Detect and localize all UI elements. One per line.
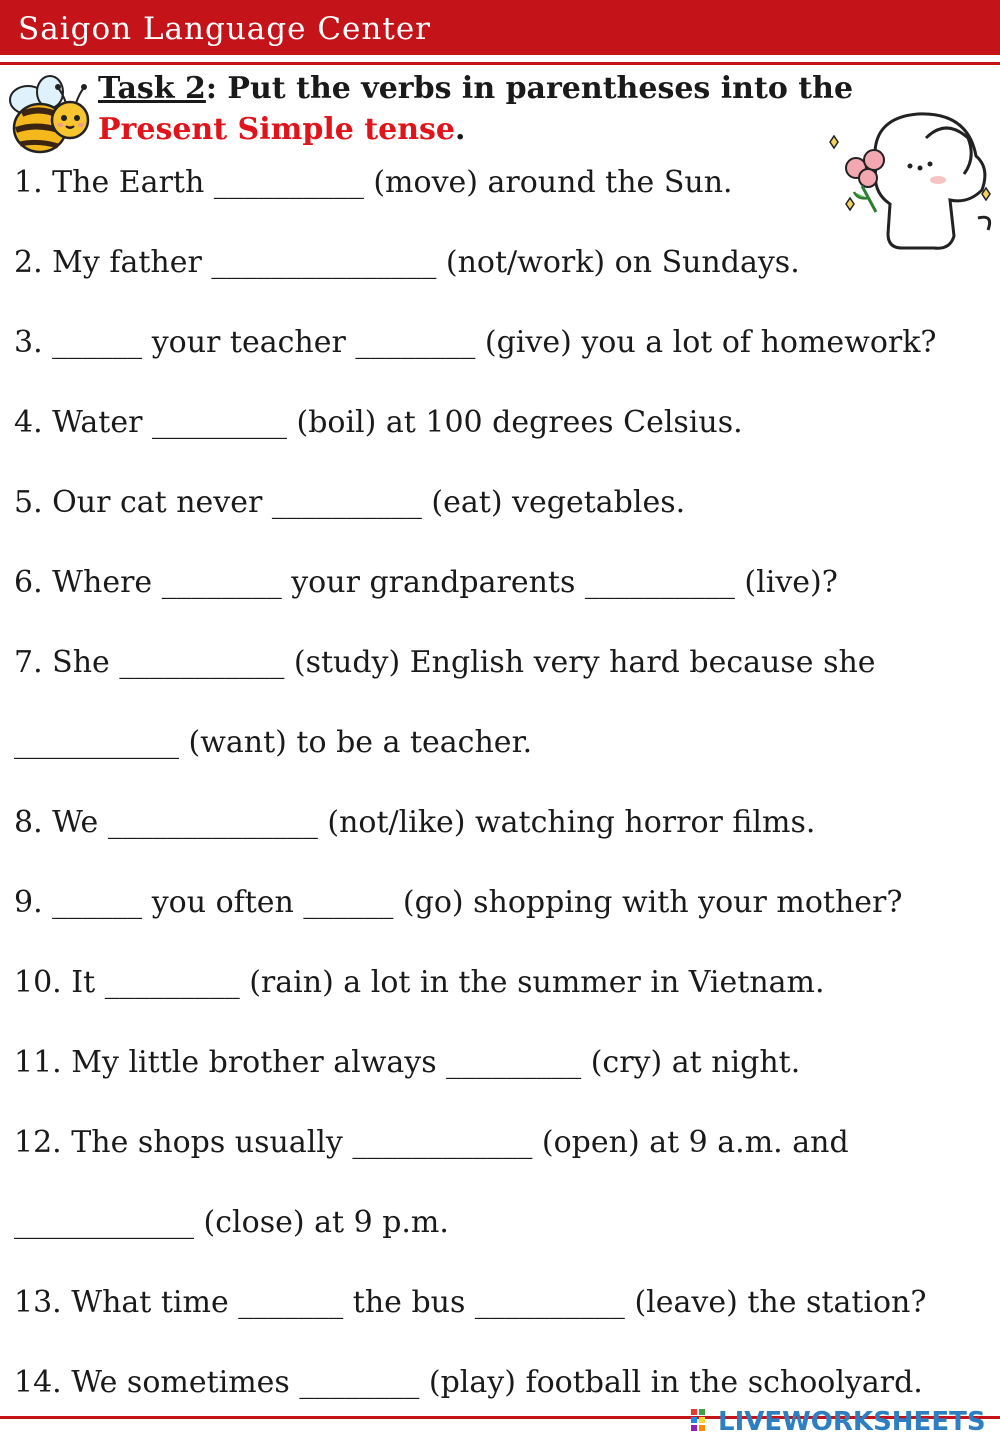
exercise-line-12b: ____________ (close) at 9 p.m. (14, 1205, 449, 1240)
exercise-line-10: 10. It _________ (rain) a lot in the summer in Vietnam. (14, 965, 825, 1000)
header-title: Saigon Language Center (18, 11, 431, 47)
exercise-line-9: 9. ______ you often ______ (go) shopping with your mother? (14, 885, 903, 920)
exercise-line-5: 5. Our cat never __________ (eat) vegetables. (14, 485, 686, 520)
liveworksheets-logo[interactable] (690, 1402, 986, 1442)
liveworksheets-logo-text: LIVEWORKSHEETS (718, 1407, 986, 1437)
header-divider (0, 62, 1000, 65)
task-instruction-text: : Put the verbs in parentheses into the (205, 71, 854, 106)
exercise-line-2: 2. My father _______________ (not/work) on Sundays. (14, 245, 800, 280)
exercise-line-6: 6. Where ________ your grandparents __________ (live)? (14, 565, 838, 600)
exercise-line-4: 4. Water _________ (boil) at 100 degrees Celsius. (14, 405, 743, 440)
exercise-line-1: 1. The Earth __________ (move) around the Sun. (14, 165, 733, 200)
task-instruction-line2 (98, 112, 466, 147)
exercise-line-14: 14. We sometimes ________ (play) football in the schoolyard. (14, 1365, 923, 1400)
bee-icon (2, 70, 92, 160)
puppy-icon (818, 108, 1000, 258)
task-instruction-line1 (98, 71, 854, 106)
liveworksheets-logo-icon (690, 1407, 716, 1437)
exercise-line-3: 3. ______ your teacher ________ (give) you a lot of homework? (14, 325, 937, 360)
exercise-line-7b: ___________ (want) to be a teacher. (14, 725, 533, 760)
task-period: . (454, 112, 466, 147)
exercise-line-7a: 7. She ___________ (study) English very hard because she (14, 645, 876, 680)
exercise-line-12a: 12. The shops usually ____________ (open) at 9 a.m. and (14, 1125, 849, 1160)
exercise-line-13: 13. What time _______ the bus __________ (leave) the station? (14, 1285, 927, 1320)
exercise-line-8: 8. We ______________ (not/like) watching horror films. (14, 805, 816, 840)
exercise-line-11: 11. My little brother always _________ (cry) at night. (14, 1045, 801, 1080)
tense-name: Present Simple tense (98, 112, 455, 147)
task-label: Task 2 (98, 71, 206, 106)
